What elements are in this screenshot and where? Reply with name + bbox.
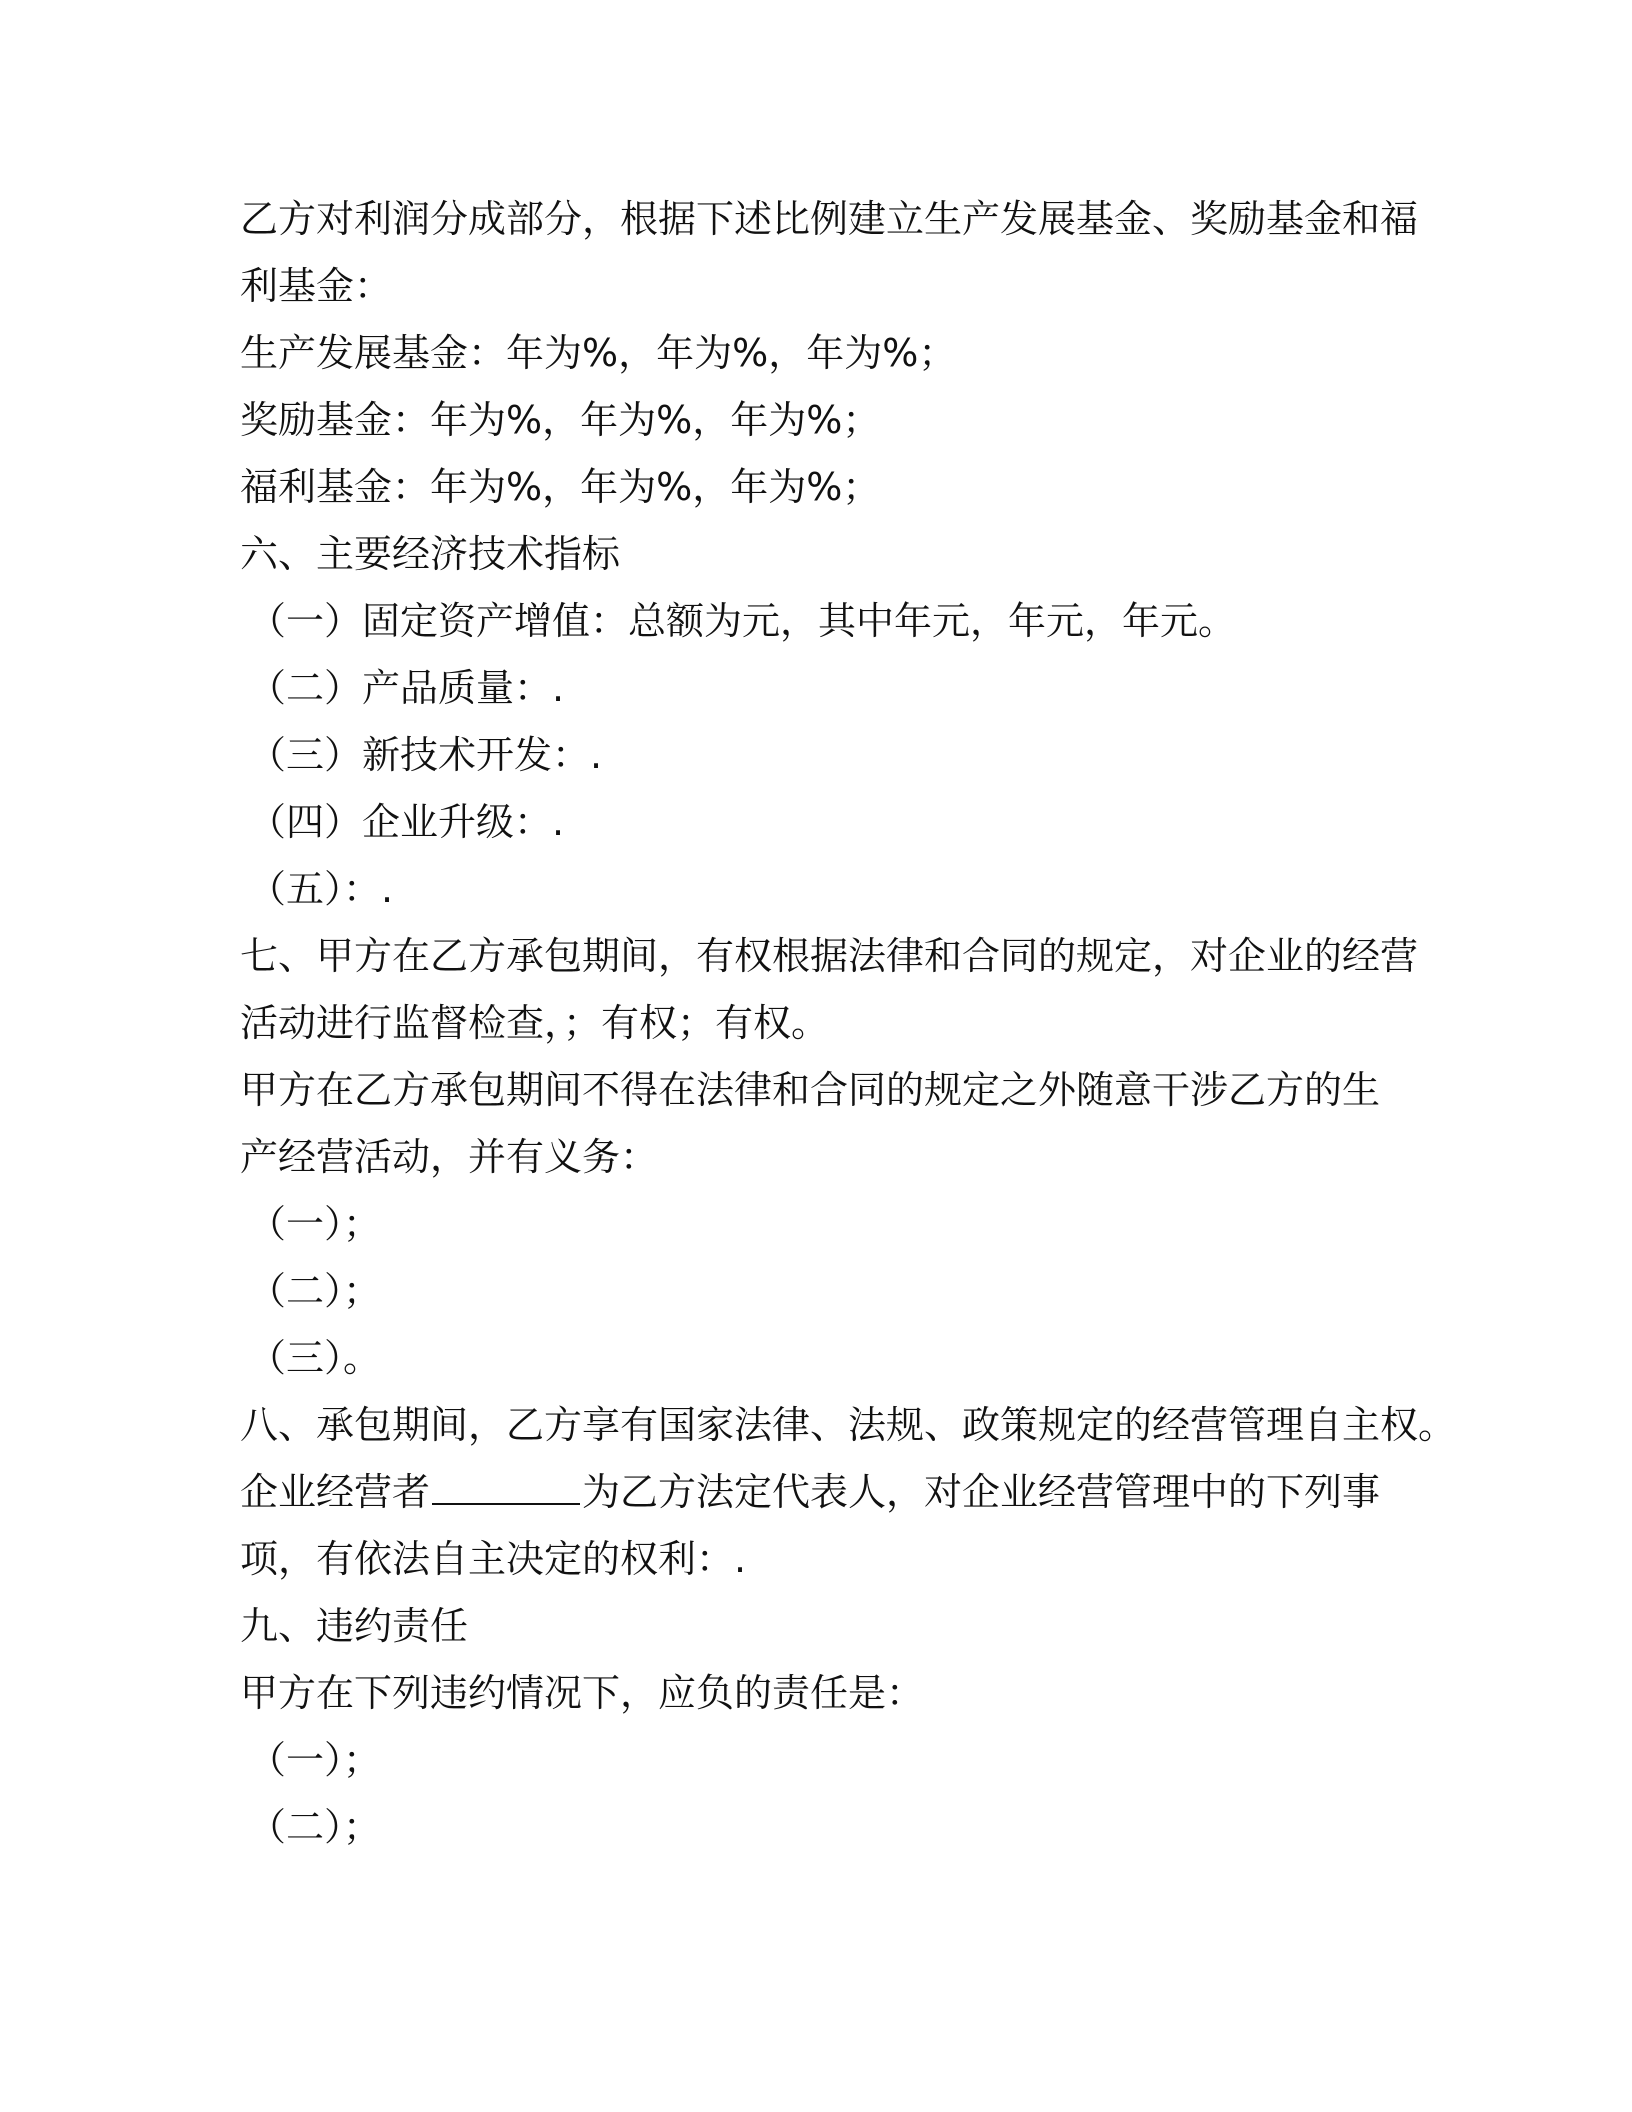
document-body bbox=[240, 186, 1457, 1861]
list-item: （一）固定资产增值：总额为元，其中年元，年元，年元。 bbox=[248, 599, 1237, 643]
list-item: （二）； bbox=[248, 1269, 382, 1313]
fund-line-production: 生产发展基金：年为%，年为%，年为%； bbox=[240, 331, 957, 375]
operator-line bbox=[240, 1459, 1400, 1526]
list-item: （三）。 bbox=[248, 1336, 382, 1380]
list-item: （二）产品质量：. bbox=[248, 666, 565, 710]
operator-line-prefix: 企业经营者 bbox=[240, 1470, 431, 1514]
paragraph-line: 甲方在乙方承包期间不得在法律和合同的规定之外随意干涉乙方的生 bbox=[240, 1068, 1381, 1112]
section-heading-9: 九、违约责任 bbox=[240, 1604, 469, 1648]
list-item: （一）； bbox=[248, 1738, 382, 1782]
section-heading-8: 八、承包期间，乙方享有国家法律、法规、政策规定的经营管理自主权。 bbox=[240, 1403, 1457, 1447]
fund-line-welfare: 福利基金：年为%，年为%，年为%； bbox=[240, 465, 881, 509]
paragraph-line: 甲方在下列违约情况下，应负的责任是： bbox=[240, 1671, 925, 1715]
fund-line-reward: 奖励基金：年为%，年为%，年为%； bbox=[240, 398, 881, 442]
paragraph-line: 活动进行监督检查，；有权；有权。 bbox=[240, 1001, 830, 1045]
list-item: （五）：. bbox=[248, 867, 394, 911]
paragraph-line: 产经营活动，并有义务： bbox=[240, 1135, 659, 1179]
paragraph-line: 项，有依法自主决定的权利：. bbox=[240, 1537, 747, 1581]
list-item: （三）新技术开发：. bbox=[248, 733, 603, 777]
section-heading-7: 七、甲方在乙方承包期间，有权根据法律和合同的规定，对企业的经营 bbox=[240, 934, 1419, 978]
section-heading-6: 六、主要经济技术指标 bbox=[240, 532, 621, 576]
paragraph-line: 利基金： bbox=[240, 264, 393, 308]
blank-fill-field[interactable] bbox=[432, 1469, 580, 1505]
list-item: （二）； bbox=[248, 1805, 382, 1849]
list-item: （四）企业升级：. bbox=[248, 800, 565, 844]
list-item: （一）； bbox=[248, 1202, 382, 1246]
paragraph-line: 乙方对利润分成部分，根据下述比例建立生产发展基金、奖励基金和福 bbox=[240, 197, 1419, 241]
operator-line-suffix: 为乙方法定代表人，对企业经营管理中的下列事 bbox=[582, 1470, 1381, 1514]
